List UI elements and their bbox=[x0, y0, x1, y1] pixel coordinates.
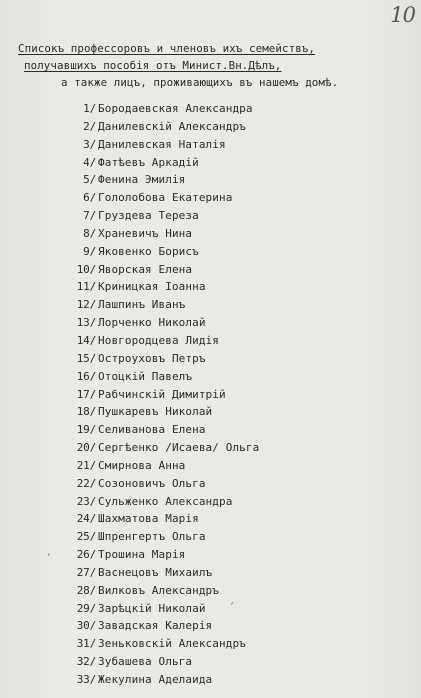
item-name: Вилковъ Александръ bbox=[98, 583, 220, 597]
list-item bbox=[0, 350, 421, 368]
item-name: Васнецовъ Михаилъ bbox=[98, 565, 213, 579]
header-line-1: Списокъ профессоровъ и членовъ ихъ семействъ, bbox=[18, 42, 316, 55]
item-name: Зеньковскій Александръ bbox=[98, 637, 246, 651]
item-name: Шпренгертъ Ольга bbox=[98, 530, 206, 544]
item-name: Гололобова Екатерина bbox=[98, 191, 233, 205]
item-name: Сульженко Александра bbox=[98, 494, 233, 508]
list-item bbox=[0, 582, 421, 600]
list-item bbox=[0, 564, 421, 582]
list-item bbox=[0, 493, 421, 511]
list-item bbox=[0, 546, 421, 564]
item-name: Зубашева Ольга bbox=[98, 655, 193, 669]
item-number: 25/ bbox=[76, 530, 96, 544]
item-name: Сергѣенко /Исаева/ Ольга bbox=[98, 441, 260, 455]
item-name: Жекулина Аделаида bbox=[98, 673, 213, 686]
scan-mark: ’ bbox=[230, 600, 234, 614]
item-number: 11/ bbox=[76, 280, 96, 294]
list-item bbox=[0, 261, 421, 279]
list-item bbox=[0, 225, 421, 243]
item-number: 3/ bbox=[83, 137, 96, 151]
header-line-2: получавшихъ пособія отъ Минист.Вн.Дѣлъ, bbox=[24, 59, 282, 72]
item-number: 27/ bbox=[76, 565, 96, 579]
item-name: Лорченко Николай bbox=[98, 316, 206, 330]
page-number: 10 bbox=[390, 3, 415, 27]
item-number: 30/ bbox=[76, 619, 96, 633]
item-number: 12/ bbox=[76, 298, 96, 312]
item-name: Отоцкій Павелъ bbox=[98, 369, 193, 383]
item-name: Фатѣевъ Аркадій bbox=[98, 155, 199, 169]
list-item bbox=[0, 278, 421, 296]
list-item bbox=[0, 136, 421, 154]
item-name: Криницкая Іоанна bbox=[98, 280, 206, 294]
item-number: 4/ bbox=[83, 155, 96, 169]
item-number: 33/ bbox=[76, 673, 96, 686]
item-number: 9/ bbox=[83, 244, 96, 258]
list-item bbox=[0, 600, 421, 618]
item-number: 29/ bbox=[76, 601, 96, 615]
item-number: 31/ bbox=[76, 637, 96, 651]
list-item bbox=[0, 671, 421, 689]
item-number: 24/ bbox=[76, 512, 96, 526]
item-name: Лашпинъ Иванъ bbox=[98, 298, 186, 312]
item-name: Смирнова Анна bbox=[98, 458, 186, 472]
item-number: 7/ bbox=[83, 209, 96, 223]
names-list bbox=[0, 100, 421, 689]
item-name: Груздева Тереза bbox=[98, 209, 199, 223]
item-number: 16/ bbox=[76, 369, 96, 383]
item-number: 1/ bbox=[83, 102, 96, 115]
item-name: Трошина Марія bbox=[98, 548, 186, 562]
list-item bbox=[0, 154, 421, 172]
item-name: Селиванова Елена bbox=[98, 423, 206, 437]
list-item bbox=[0, 421, 421, 439]
list-item bbox=[0, 207, 421, 225]
list-item bbox=[0, 368, 421, 386]
item-name: Бородаевская Александра bbox=[98, 102, 253, 115]
item-name: Яковенко Борисъ bbox=[98, 244, 199, 258]
item-name: Созоновичъ Ольга bbox=[98, 476, 206, 490]
item-number: 28/ bbox=[76, 583, 96, 597]
item-number: 32/ bbox=[76, 655, 96, 669]
list-item bbox=[0, 653, 421, 671]
list-item bbox=[0, 296, 421, 314]
item-number: 22/ bbox=[76, 476, 96, 490]
item-name: Шахматова Марія bbox=[98, 512, 199, 526]
item-number: 5/ bbox=[83, 173, 96, 187]
list-item bbox=[0, 314, 421, 332]
list-item bbox=[0, 386, 421, 404]
list-item bbox=[0, 403, 421, 421]
item-name: Зарѣцкій Николай bbox=[98, 601, 206, 615]
list-item bbox=[0, 189, 421, 207]
item-number: 19/ bbox=[76, 423, 96, 437]
list-item bbox=[0, 332, 421, 350]
item-name: Новгородцева Лидія bbox=[98, 333, 220, 347]
scan-speck: · bbox=[45, 548, 53, 562]
header-line-3: а также лицъ, проживающихъ въ нашемъ домѣ. bbox=[61, 76, 339, 89]
item-name: Пушкаревъ Николай bbox=[98, 405, 213, 419]
item-number: 14/ bbox=[76, 333, 96, 347]
item-name: Данилевскій Александръ bbox=[98, 119, 246, 133]
list-item bbox=[0, 635, 421, 653]
list-item bbox=[0, 617, 421, 635]
item-name: Данилевская Наталія bbox=[98, 137, 226, 151]
item-number: 15/ bbox=[76, 351, 96, 365]
item-number: 23/ bbox=[76, 494, 96, 508]
list-item bbox=[0, 528, 421, 546]
item-number: 21/ bbox=[76, 458, 96, 472]
item-number: 18/ bbox=[76, 405, 96, 419]
item-name: Храневичъ Нина bbox=[98, 226, 193, 240]
list-item bbox=[0, 439, 421, 457]
item-name: Фенина Эмилія bbox=[98, 173, 186, 187]
item-name: Остроуховъ Петръ bbox=[98, 351, 206, 365]
list-item bbox=[0, 243, 421, 261]
item-number: 20/ bbox=[76, 441, 96, 455]
item-number: 6/ bbox=[83, 191, 96, 205]
item-number: 13/ bbox=[76, 316, 96, 330]
item-number: 26/ bbox=[76, 548, 96, 562]
item-number: 10/ bbox=[76, 262, 96, 276]
list-item bbox=[0, 171, 421, 189]
item-name: Яворская Елена bbox=[98, 262, 193, 276]
item-name: Рабчинскій Димитрій bbox=[98, 387, 226, 401]
list-item bbox=[0, 457, 421, 475]
item-number: 8/ bbox=[83, 226, 96, 240]
item-name: Завадская Калерія bbox=[98, 619, 213, 633]
list-item bbox=[0, 475, 421, 493]
list-item bbox=[0, 510, 421, 528]
list-item bbox=[0, 118, 421, 136]
item-number: 17/ bbox=[76, 387, 96, 401]
item-number: 2/ bbox=[83, 119, 96, 133]
list-item bbox=[0, 100, 421, 118]
